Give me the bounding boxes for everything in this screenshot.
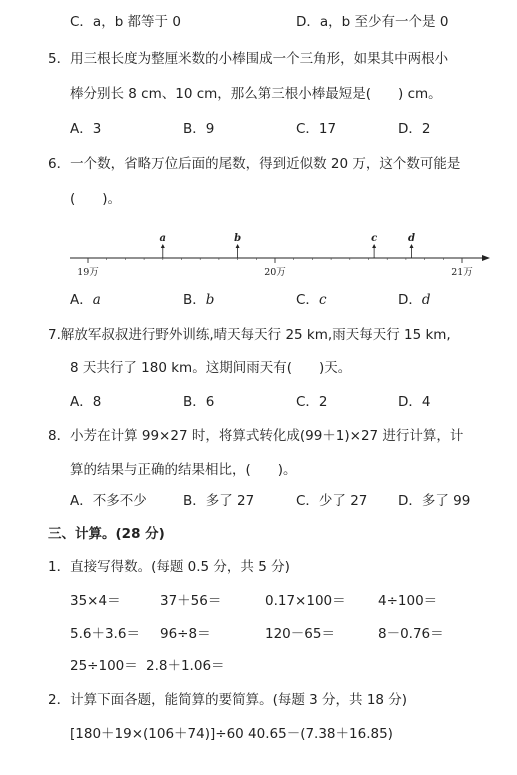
part-2-title: 2．计算下面各题，能简算的要简算。(每题 3 分，共 18 分) [48,692,408,708]
calc-item: 8－0.76＝ [378,626,444,642]
q6-option-a [70,288,101,308]
q7-option-b: B．6 [183,394,215,410]
point-marker-arrow [410,244,414,248]
number-line [0,225,517,280]
q6-option-b-prefix: B． [183,292,206,308]
calc-item: 35×4＝ [70,593,121,609]
point-marker-arrow [161,244,165,248]
q4-option-d: D．a，b 至少有一个是 0 [296,14,449,30]
section-3-title: 三、计算。(28 分) [48,526,165,542]
point-label-a: a [159,233,167,244]
calc-item: 37＋56＝ [160,593,222,609]
q6-option-b-var: b [205,292,215,308]
q7-option-d: D．4 [398,394,431,410]
q8-text-line2: 算的结果与正确的结果相比，( )。 [70,462,297,478]
q7-text-line1: 7.解放军叔叔进行野外训练,晴天每天行 25 km,雨天每天行 15 km, [48,327,451,343]
point-marker-arrow [372,244,376,248]
q6-option-c [296,288,327,308]
q6-option-d-prefix: D． [398,292,422,308]
point-label-c: c [371,233,378,244]
part-2-expressions: [180＋19×(106＋74)]÷60 40.65－(7.38＋16.85) [70,726,393,742]
tick-label: 20万 [264,267,286,278]
q7-text-line2: 8 天共行了 180 km。这期间雨天有( )天。 [70,360,352,376]
calc-item: 96÷8＝ [160,626,211,642]
q5-option-a: A．3 [70,121,102,137]
q5-option-b: B．9 [183,121,215,137]
q6-text-line1: 6．一个数，省略万位后面的尾数，得到近似数 20 万，这个数可能是 [48,156,461,172]
point-label-b: b [234,233,242,244]
q8-text-line1: 8．小芳在计算 99×27 时，将算式转化成(99＋1)×27 进行计算，计 [48,428,464,444]
part-1-title: 1．直接写得数。(每题 0.5 分，共 5 分) [48,559,290,575]
q4-option-c: C．a，b 都等于 0 [70,14,181,30]
q6-option-c-prefix: C． [296,292,319,308]
point-marker-arrow [236,244,240,248]
point-label-d: d [408,233,416,244]
q6-option-d-var: d [421,292,431,308]
q5-text-line1: 5．用三根长度为整厘米数的小棒围成一个三角形，如果其中两根小 [48,51,449,67]
q7-option-c: C．2 [296,394,328,410]
calc-item: 2.8＋1.06＝ [146,658,225,674]
q6-text-line2: ( )。 [70,191,122,207]
q8-option-a: A．不多不少 [70,493,147,509]
q8-option-b: B．多了 27 [183,493,255,509]
tick-label: 19万 [77,267,99,278]
q6-option-a-var: a [92,292,101,308]
calc-item: 0.17×100＝ [265,593,346,609]
q5-text-line2: 棒分别长 8 cm、10 cm，那么第三根小棒最短是( ) cm。 [70,86,442,102]
q8-option-d: D．多了 99 [398,493,471,509]
calc-item: 120－65＝ [265,626,335,642]
q6-option-a-prefix: A． [70,292,93,308]
q5-option-c: C．17 [296,121,337,137]
calc-item: 5.6＋3.6＝ [70,626,140,642]
q6-option-b [183,288,214,308]
q7-option-a: A．8 [70,394,102,410]
tick-label: 21万 [451,267,473,278]
q5-option-d: D．2 [398,121,431,137]
q6-option-c-var: c [318,292,327,308]
q8-option-c: C．少了 27 [296,493,368,509]
q6-option-d [398,288,431,308]
calc-item: 4÷100＝ [378,593,438,609]
number-line-arrow [482,255,490,261]
calc-item: 25÷100＝ [70,658,138,674]
